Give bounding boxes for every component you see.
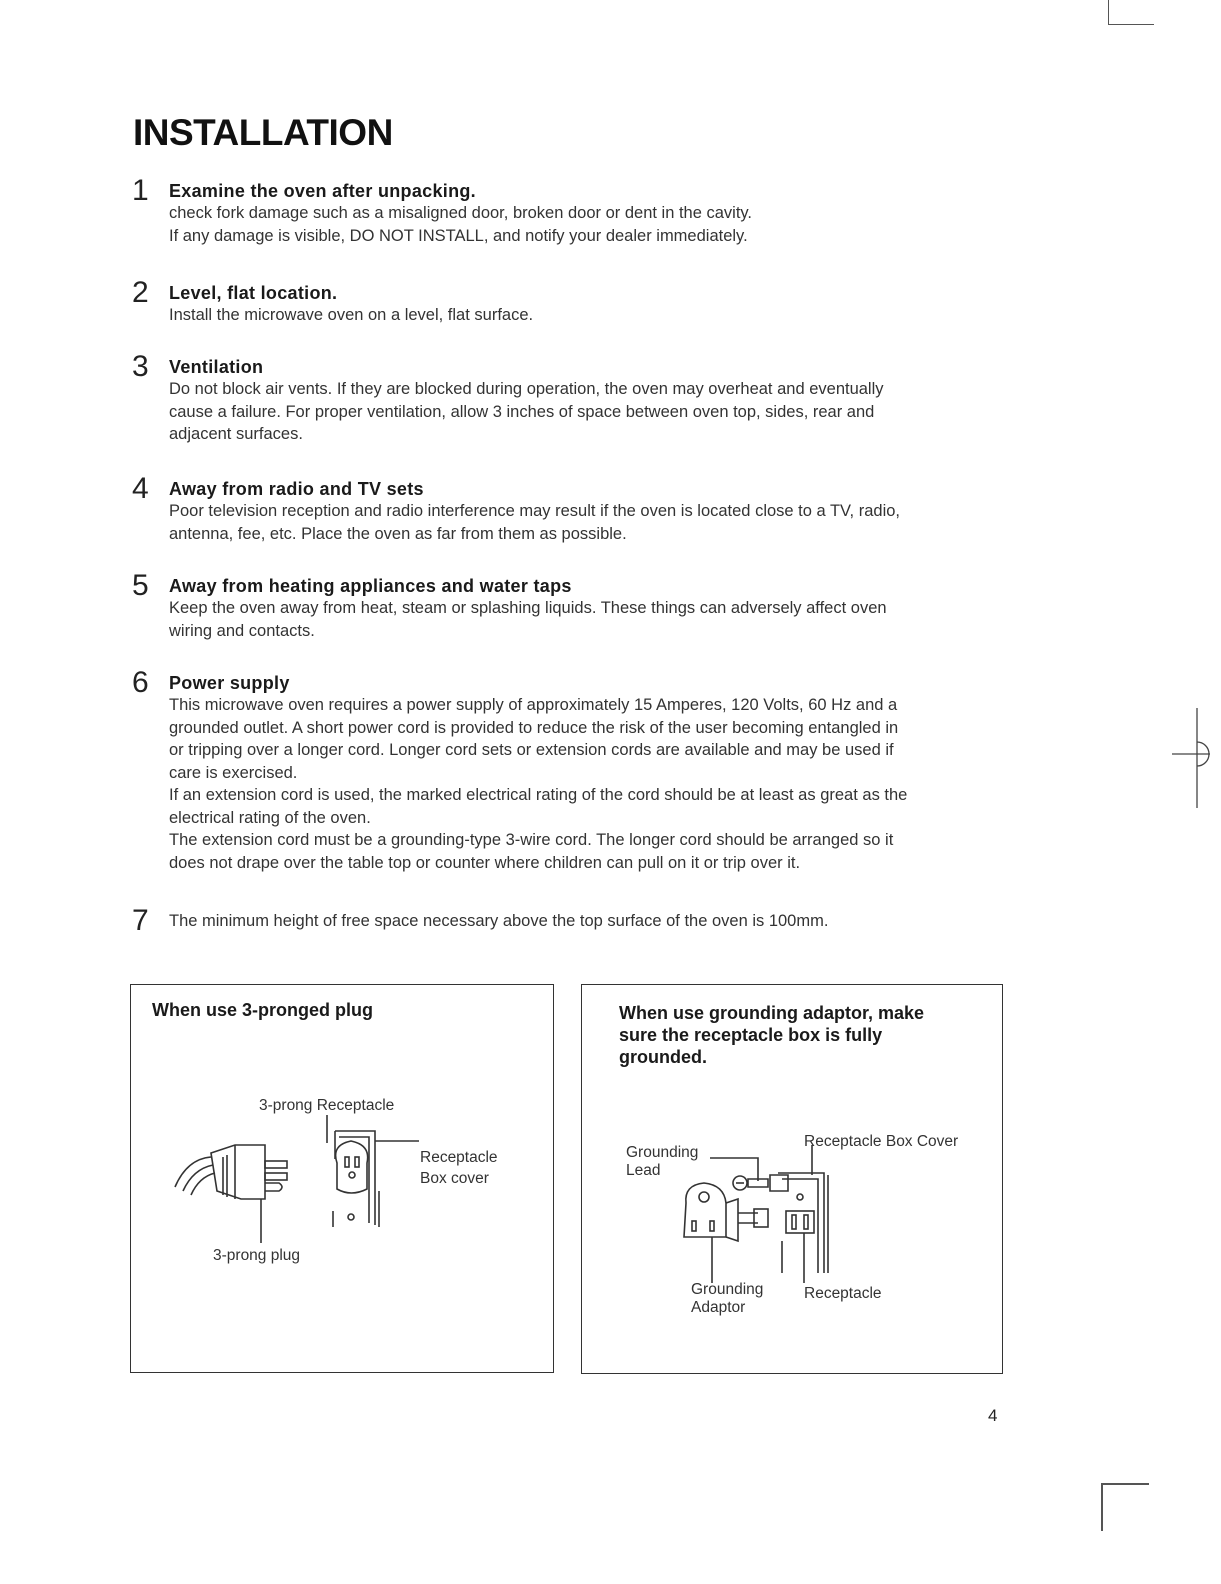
label-grounding-lead: Grounding — [626, 1144, 699, 1161]
step-line: care is exercised. — [169, 763, 298, 782]
figure-title-line: When use grounding adaptor, make — [619, 1003, 925, 1023]
step-body — [169, 378, 1012, 446]
step-line: Poor television reception and radio interference may result if the oven is located close to a TV, radio, — [169, 502, 900, 520]
step-heading: Level, flat location. — [169, 283, 338, 303]
crop-mark — [1108, 0, 1109, 24]
page-title: INSTALLATION — [133, 112, 393, 153]
step-line: Keep the oven away from heat, steam or splashing liquids. These things can adversely affect oven — [169, 599, 887, 617]
label-receptacle: Receptacle — [420, 1149, 498, 1166]
label-receptacle-box-cover: Receptacle Box Cover — [804, 1133, 959, 1150]
step-line: If an extension cord is used, the marked electrical rating of the cord should be at least as great as the — [169, 786, 908, 804]
figure-title-line: sure the receptacle box is fully — [619, 1025, 883, 1045]
step-heading: Away from radio and TV sets — [169, 479, 424, 499]
label-receptacle: Receptacle — [804, 1285, 882, 1302]
step-number: 7 — [132, 904, 149, 937]
figure-box-3-prong — [130, 984, 554, 1373]
figure-box-grounding-adaptor — [581, 984, 1003, 1374]
step-5 — [132, 569, 1012, 642]
step-line: wiring and contacts. — [169, 621, 315, 640]
step-body — [169, 500, 1012, 545]
step-heading: Examine the oven after unpacking. — [169, 181, 476, 201]
step-line: cause a failure. For proper ventilation, allow 3 inches of space between oven top, sides, rear and — [169, 402, 875, 421]
crop-mark — [1108, 24, 1154, 25]
label-adaptor: Adaptor — [691, 1299, 746, 1316]
step-3 — [132, 350, 1012, 446]
page-number: 4 — [988, 1406, 998, 1425]
step-number: 3 — [132, 350, 149, 383]
step-line: electrical rating of the oven. — [169, 808, 371, 827]
label-box-cover: Box cover — [420, 1170, 489, 1187]
step-line: Install the microwave oven on a level, flat surface. — [169, 306, 534, 324]
step-line: This microwave oven requires a power supply of approximately 15 Amperes, 120 Volts, 60 Hz and a — [169, 696, 898, 714]
registration-mark-icon — [1170, 708, 1210, 808]
crop-mark — [1101, 1483, 1103, 1531]
step-number: 4 — [132, 472, 149, 505]
step-number: 2 — [132, 276, 149, 309]
step-6 — [132, 666, 1012, 874]
plug-receptacle-illustration-icon — [161, 1115, 421, 1255]
step-line: Do not block air vents. If they are blocked during operation, the oven may overheat and eventually — [169, 380, 884, 398]
label-grounding: Grounding — [691, 1281, 764, 1298]
step-number: 6 — [132, 666, 149, 699]
step-line: check fork damage such as a misaligned door, broken door or dent in the cavity. — [169, 204, 753, 222]
step-7 — [132, 904, 1012, 937]
step-line: grounded outlet. A short power cord is provided to reduce the risk of the user becoming entangled in — [169, 718, 899, 737]
step-body — [169, 304, 1012, 327]
step-number: 5 — [132, 569, 149, 602]
step-line: If any damage is visible, DO NOT INSTALL, and notify your dealer immediately. — [169, 226, 748, 245]
step-heading: Ventilation — [169, 357, 264, 377]
step-number: 1 — [132, 174, 149, 207]
step-body — [169, 694, 1012, 874]
label-lead: Lead — [626, 1162, 661, 1179]
step-body — [169, 597, 1012, 642]
step-1 — [132, 174, 1012, 247]
step-2 — [132, 276, 1012, 327]
label-3-prong-plug: 3-prong plug — [213, 1247, 301, 1264]
label-3-prong-receptacle: 3-prong Receptacle — [259, 1097, 395, 1114]
figure-title: When use 3-pronged plug — [152, 1000, 373, 1020]
step-4 — [132, 472, 1012, 545]
step-text: The minimum height of free space necessary above the top surface of the oven is 100mm. — [169, 912, 829, 930]
step-body — [169, 202, 1012, 247]
grounding-adaptor-illustration-icon — [672, 1145, 872, 1285]
step-line: The extension cord must be a grounding-type 3-wire cord. The longer cord should be arranged so it — [169, 831, 894, 849]
step-line: antenna, fee, etc. Place the oven as far from them as possible. — [169, 524, 627, 543]
crop-mark — [1101, 1483, 1149, 1485]
step-heading: Power supply — [169, 673, 290, 693]
step-line: or tripping over a longer cord. Longer cord sets or extension cords are available and may be used if — [169, 741, 894, 759]
step-line: adjacent surfaces. — [169, 425, 303, 443]
step-heading: Away from heating appliances and water taps — [169, 576, 572, 596]
step-line: does not drape over the table top or counter where children can pull on it or trip over it. — [169, 853, 801, 872]
figure-title-line: grounded. — [619, 1047, 707, 1067]
